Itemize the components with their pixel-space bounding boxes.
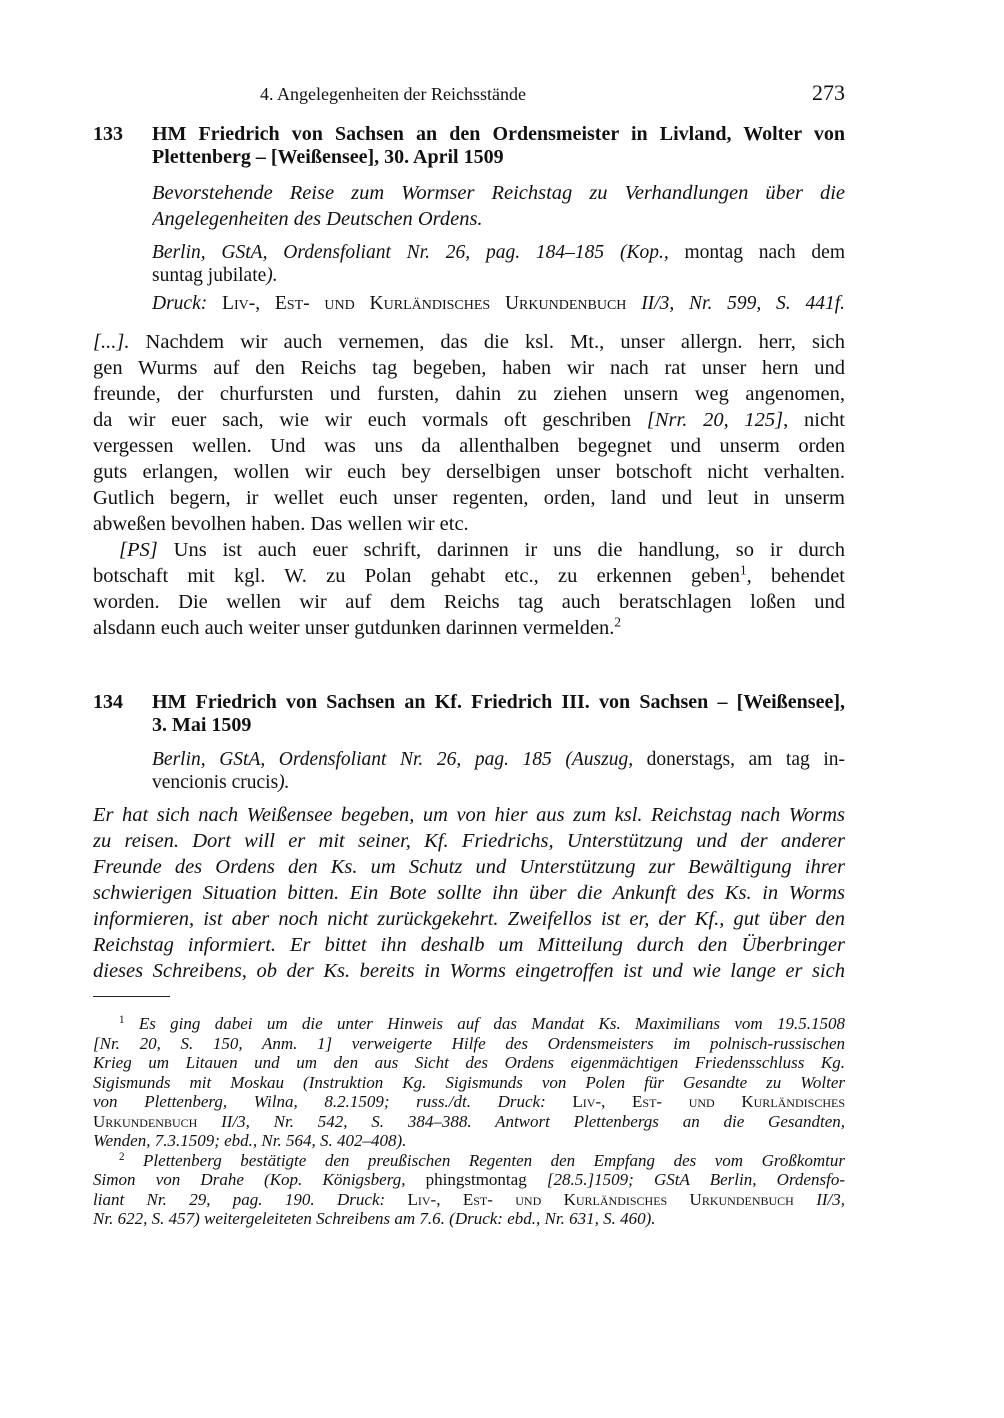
text-segment: vergessen wellen. Und was uns da allenthalben begegnet und unserm orden xyxy=(93,435,845,457)
text-line xyxy=(93,511,845,537)
text-segment: [Nr. 20, S. 150, Anm. 1] verweigerte Hilfe des Ordensmeisters im polnisch-russischen xyxy=(93,1033,845,1053)
text-line xyxy=(93,1151,845,1171)
entry-133-heading xyxy=(93,123,845,169)
heading-line: HM Friedrich von Sachsen an den Ordensmeister in Livland, Wolter von xyxy=(152,123,845,145)
entry-134-heading xyxy=(93,691,845,737)
text-segment: donerstags, am tag in- xyxy=(646,749,845,770)
text-segment: von Plettenberg, Wilna, 8.2.1509; russ./dt. Druck: xyxy=(93,1092,573,1111)
text-segment: zu reisen. Dort will er mit seiner, Kf. Friedrichs, Unterstützung und der anderer xyxy=(93,830,845,852)
entry-133-source xyxy=(152,241,845,287)
text-segment: phingstmontag xyxy=(425,1170,547,1189)
text-line xyxy=(93,433,845,459)
text-line xyxy=(93,1053,845,1073)
text-segment: vencionis crucis xyxy=(152,772,279,793)
text-segment: freunde, der churfursten und fursten, dahin zu ziehen unsern weg angenomen, xyxy=(93,383,845,405)
footnotes xyxy=(93,1014,845,1229)
text-segment: Es ging dabei um die unter Hinweis auf das Mandat Ks. Maximilians vom 19.5.1508 xyxy=(124,1014,845,1033)
heading-line: HM Friedrich von Sachsen an Kf. Friedrich III. von Sachsen – [Weißensee], xyxy=(152,691,845,713)
text-segment: , behendet xyxy=(746,565,845,587)
heading-line: 3. Mai 1509 xyxy=(152,714,252,736)
text-line xyxy=(93,828,845,854)
text-line xyxy=(93,537,845,563)
text-line xyxy=(93,329,845,355)
text-segment: Druck: xyxy=(152,293,223,314)
text-line xyxy=(93,1209,845,1229)
entry-134-source xyxy=(152,748,845,794)
text-line xyxy=(93,615,845,641)
text-segment: Liv-, Est- und Kurländisches Urkundenbuch xyxy=(222,293,642,314)
text-segment: gen Wurms auf den Reichs tag begeben, haben wir nach rat unser hern und xyxy=(93,357,845,379)
running-header xyxy=(93,80,845,108)
text-segment: Bevorstehende Reise zum Wormser Reichstag zu Verhandlungen über die xyxy=(152,182,845,204)
text-segment: Nachdem wir auch vernemen, das die ksl. Mt., unser allergn. herr, sich xyxy=(129,331,845,353)
text-line xyxy=(152,241,845,264)
text-line xyxy=(152,264,845,287)
entry-number: 134 xyxy=(93,691,123,713)
text-segment: worden. Die wellen wir auf dem Reichs tag auch beratschlagen loßen und xyxy=(93,591,845,613)
text-segment: guts erlangen, wollen wir euch bey derselbigen unser botschoft nicht verhalten. xyxy=(93,461,845,483)
text-line xyxy=(93,1014,845,1034)
text-segment: Reichstag informiert. Er bittet ihn deshalb um Mitteilung durch den Überbringer xyxy=(93,934,845,956)
text-line xyxy=(93,563,845,589)
text-segment: Sigismunds mit Moskau (Instruktion Kg. Sigismunds von Polen für Gesandte zu Wolter xyxy=(93,1072,845,1092)
text-line xyxy=(93,1092,845,1112)
text-segment: II/3, Nr. 542, S. 384–388. Antwort Plettenbergs an die Gesandten, xyxy=(221,1111,845,1131)
footnote-marker: 2 xyxy=(614,615,622,630)
text-line xyxy=(93,1034,845,1054)
text-segment: [PS] xyxy=(119,539,158,561)
entry-133-summary xyxy=(152,180,845,232)
text-segment: ). xyxy=(266,265,278,286)
text-line xyxy=(93,802,845,828)
text-segment: Nr. 622, S. 457) weitergeleiteten Schreibens am 7.6. (Druck: ebd., Nr. 631, S. 460). xyxy=(93,1209,656,1228)
footnote-marker: 1 xyxy=(119,1014,125,1026)
text-segment: liant Nr. 29, pag. 190. Druck: xyxy=(93,1189,408,1209)
text-segment: dieses Schreibens, ob der Ks. bereits in Worms eingetroffen ist und wie lange er sich xyxy=(93,960,845,982)
entry-number: 133 xyxy=(93,123,123,145)
text-segment: Er hat sich nach Weißensee begeben, um von hier aus zum ksl. Reichstag nach Worms xyxy=(93,804,845,826)
heading-line: Plettenberg – [Weißensee], 30. April 1509 xyxy=(152,146,504,168)
text-segment: ). xyxy=(278,772,290,793)
text-line xyxy=(152,292,845,315)
footnote-marker: 1 xyxy=(739,563,747,578)
text-segment: suntag jubilate xyxy=(152,265,267,286)
text-line xyxy=(93,355,845,381)
running-title: 4. Angelegenheiten der Reichsstände xyxy=(260,84,526,104)
text-segment: alsdann euch auch weiter unser gutdunken darinnen vermelden. xyxy=(93,617,615,639)
footnote-divider xyxy=(93,996,170,997)
text-segment: schwierigen Situation bitten. Ein Bote sollte ihn über die Ankunft des Ks. in Worms xyxy=(93,882,845,904)
text-segment: abweßen bevolhen haben. Das wellen wir etc. xyxy=(93,513,469,535)
text-segment: Krieg um Litauen und um den aus Sicht des Ordens eigenmächtigen Friedensschluss Kg. xyxy=(93,1053,845,1072)
text-line xyxy=(93,381,845,407)
text-segment: Liv-, Est- und Kurländisches Urkundenbuch xyxy=(407,1189,817,1209)
text-line xyxy=(152,180,845,206)
text-segment: Freunde des Ordens den Ks. um Schutz und Unterstützung zur Bewältigung ihrer xyxy=(93,856,845,878)
text-line xyxy=(93,906,845,932)
entry-133-druck xyxy=(152,292,845,315)
text-line xyxy=(93,1073,845,1093)
text-line xyxy=(93,958,845,984)
text-segment: informieren, ist aber noch nicht zurückgekehrt. Zweifellos ist er, der Kf., gut über den xyxy=(93,908,845,930)
text-segment: [...]. xyxy=(93,331,130,353)
text-segment: da wir euer sach, wie wir euch vormals oft geschriben xyxy=(93,409,647,431)
text-line xyxy=(152,206,845,232)
text-segment: Plettenberg bestätigte den preußischen Regenten den Empfang des vom Großkomtur xyxy=(124,1150,845,1170)
text-segment: botschaft mit kgl. W. zu Polan gehabt etc., zu erkennen geben xyxy=(93,565,740,587)
text-line xyxy=(152,771,845,794)
text-line xyxy=(93,1170,845,1190)
text-segment: Berlin, GStA, Ordensfoliant Nr. 26, pag. 185 (Auszug, xyxy=(152,749,647,770)
text-segment: Liv-, Est- und Kurländisches xyxy=(572,1092,845,1111)
footnote-marker: 2 xyxy=(119,1150,125,1163)
text-segment: montag nach dem xyxy=(684,242,845,263)
text-segment: Simon von Drahe (Kop. Königsberg, xyxy=(93,1170,426,1189)
text-line xyxy=(93,880,845,906)
text-segment: Urkundenbuch xyxy=(93,1111,222,1131)
text-line xyxy=(93,932,845,958)
text-line xyxy=(152,748,845,771)
text-line xyxy=(93,1112,845,1132)
text-line xyxy=(93,407,845,433)
text-line xyxy=(93,1131,845,1151)
text-line xyxy=(93,854,845,880)
text-segment: Angelegenheiten des Deutschen Ordens. xyxy=(152,208,483,230)
text-segment: II/3, xyxy=(816,1189,845,1209)
text-segment: Wenden, 7.3.1509; ebd., Nr. 564, S. 402–408). xyxy=(93,1131,407,1150)
text-segment: Berlin, GStA, Ordensfoliant Nr. 26, pag. 184–185 (Kop., xyxy=(152,242,685,263)
text-line xyxy=(93,485,845,511)
text-segment: [Nrr. 20, 125] xyxy=(646,409,784,431)
entry-134-text xyxy=(93,802,845,984)
text-segment: Uns ist auch euer schrift, darinnen ir uns die handlung, so ir durch xyxy=(157,539,845,561)
text-line xyxy=(93,1190,845,1210)
text-segment: , nicht xyxy=(783,409,845,431)
text-segment: Gutlich begern, ir wellet euch unser regenten, orden, land und leut in unserm xyxy=(93,487,845,509)
text-segment: [28.5.]1509; GStA Berlin, Ordensfo- xyxy=(546,1170,845,1189)
page-number: 273 xyxy=(812,80,845,105)
text-line xyxy=(93,459,845,485)
text-segment: II/3, Nr. 599, S. 441f. xyxy=(641,293,845,314)
text-line xyxy=(93,589,845,615)
entry-133-text xyxy=(93,329,845,641)
